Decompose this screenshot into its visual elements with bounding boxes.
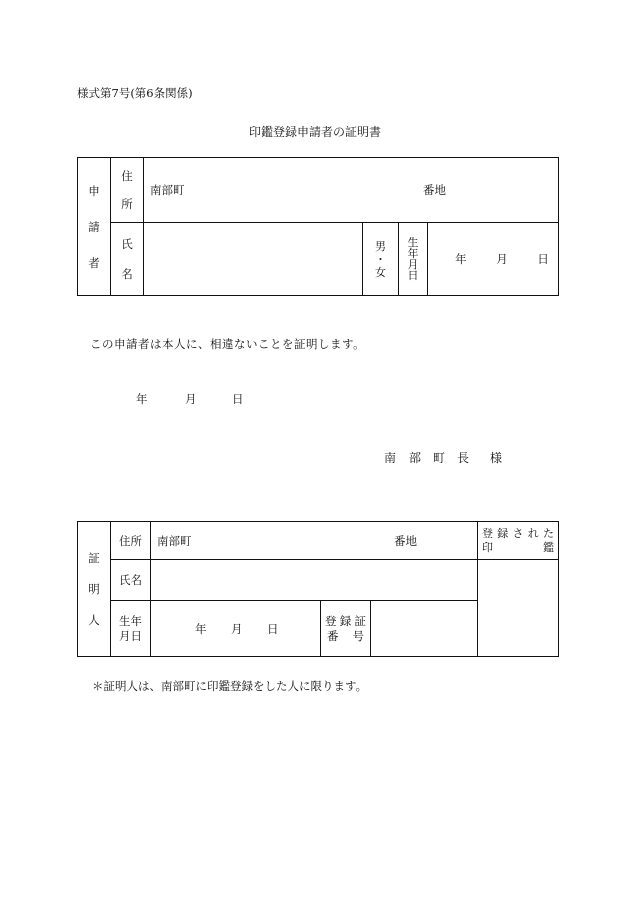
applicant-label-char: 請 — [88, 219, 100, 234]
applicant-label-char: 者 — [88, 255, 100, 270]
address-label-char: 所 — [121, 197, 133, 211]
address-label-char: 住 — [121, 169, 133, 183]
certifier-label-char: 明 — [88, 582, 100, 596]
applicant-birthdate-field[interactable] — [428, 223, 559, 296]
certifier-address-label: 住所 — [111, 522, 151, 560]
seal-label-char: 印 — [482, 540, 494, 554]
registered-seal-field[interactable] — [478, 560, 559, 657]
birthdate-label-line: 生年 — [119, 613, 142, 628]
reg-label-char: 号 — [352, 628, 364, 643]
name-label-char: 名 — [121, 267, 133, 281]
reg-label-char: 番 — [327, 628, 339, 643]
addressee-char: 様 — [490, 451, 503, 465]
address-label — [111, 158, 144, 223]
registration-number-field[interactable] — [371, 601, 478, 657]
birthdate-month: 月 — [496, 252, 508, 266]
seal-label-char: れ — [527, 526, 539, 540]
certifier-birthdate-year: 年 — [195, 621, 207, 636]
reg-label-char: 証 — [354, 613, 366, 628]
reg-label-char: 登 — [325, 613, 337, 628]
addressee-char: 南 — [384, 451, 397, 465]
birthdate-label-char: 生 — [407, 236, 419, 249]
applicant-banchi: 番地 — [423, 183, 446, 197]
document-title: 印鑑登録申請者の証明書 — [248, 125, 381, 139]
gender-field[interactable] — [363, 223, 399, 296]
certifier-label-char: 人 — [88, 613, 100, 627]
addressee-char: 町 — [433, 451, 446, 465]
applicant-section-label — [78, 158, 111, 296]
certifier-label-char: 証 — [88, 551, 100, 565]
applicant-address-field[interactable] — [144, 158, 559, 223]
reg-label-char: 録 — [339, 613, 352, 628]
certifier-birthdate-field[interactable] — [151, 601, 321, 657]
certifier-birthdate-day: 日 — [267, 621, 279, 636]
addressee-char: 長 — [457, 451, 470, 465]
certifier-birthdate-label — [111, 601, 151, 657]
applicant-table — [77, 157, 559, 296]
birthdate-label-char: 月 — [407, 258, 419, 271]
birthdate-label-line: 月日 — [119, 628, 142, 643]
registration-number-label — [321, 601, 371, 657]
certification-statement: この申請者は本人に、相違ないことを証明します。 — [90, 337, 366, 351]
birthdate-day: 日 — [537, 252, 549, 266]
birthdate-label-char: 年 — [407, 247, 419, 260]
certifier-name-field[interactable] — [151, 560, 478, 601]
certifier-banchi: 番地 — [394, 533, 417, 548]
certification-day: 日 — [232, 392, 244, 406]
seal-label-char: 録 — [497, 526, 509, 540]
certifier-note: ＊証明人は、南部町に印鑑登録をした人に限ります。 — [92, 679, 368, 693]
certifier-name-label: 氏名 — [111, 560, 151, 601]
applicant-label-char: 申 — [88, 183, 100, 198]
certification-month: 月 — [185, 392, 197, 406]
addressee-char: 部 — [409, 451, 422, 465]
certifier-address-field[interactable] — [151, 522, 478, 560]
seal-label-char: さ — [512, 526, 524, 540]
name-label — [111, 223, 144, 296]
registered-seal-label — [478, 522, 559, 560]
certifier-table — [77, 521, 559, 657]
seal-label-char: 登 — [482, 526, 494, 540]
birthdate-label-char: 日 — [407, 269, 419, 282]
name-label-char: 氏 — [121, 237, 133, 251]
gender-separator: ・ — [375, 252, 386, 266]
certifier-town: 南部町 — [157, 533, 192, 548]
applicant-town: 南部町 — [150, 183, 185, 197]
gender-female: 女 — [375, 265, 386, 279]
form-number: 様式第7号(第6条関係) — [77, 86, 193, 100]
birthdate-label — [399, 223, 428, 296]
certifier-section-label — [78, 522, 111, 657]
birthdate-year: 年 — [455, 252, 467, 266]
seal-label-char: た — [543, 526, 555, 540]
certification-year: 年 — [136, 392, 148, 406]
certifier-birthdate-month: 月 — [231, 621, 243, 636]
applicant-name-field[interactable] — [144, 223, 363, 296]
gender-male: 男 — [375, 239, 386, 253]
seal-label-char: 鑑 — [543, 540, 555, 554]
